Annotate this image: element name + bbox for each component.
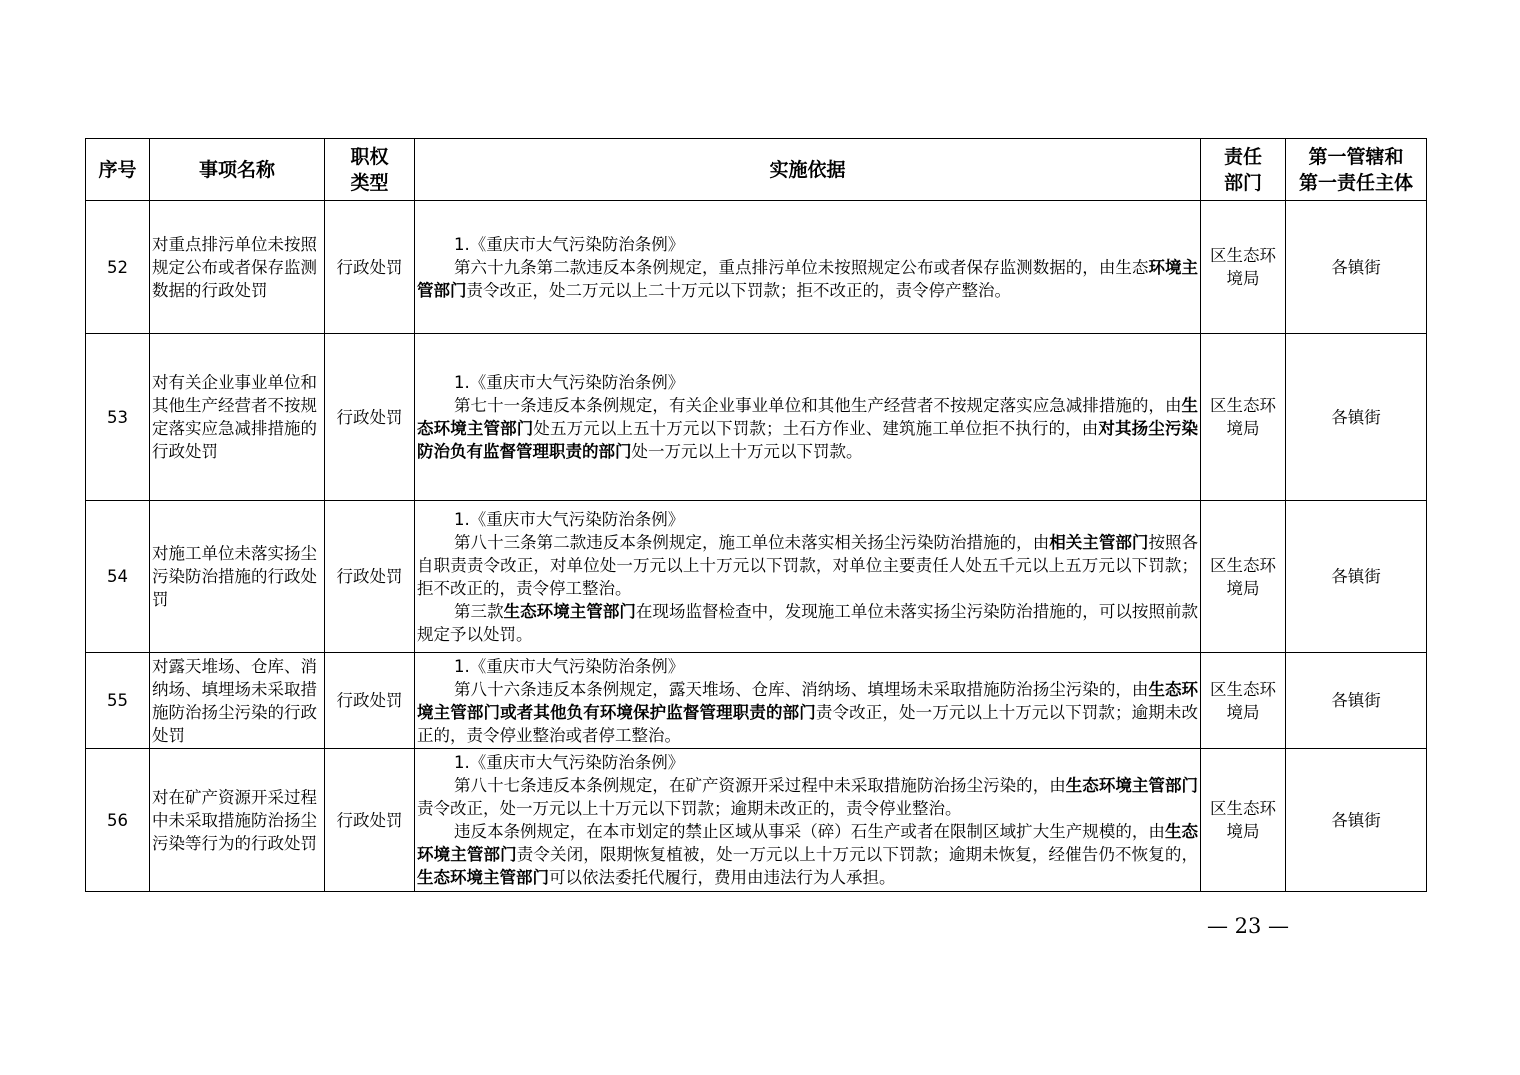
basis-clause: 第八十七条违反本条例规定，在矿产资源开采过程中未采取措施防治扬尘污染的，由生态环境主管部门责令改正，处一万元以上十万元以下罚款；逾期未改正的，责令停业整治。 bbox=[417, 776, 1199, 818]
basis-law: 1.《重庆市大气污染防治条例》 bbox=[454, 656, 685, 676]
table-header-row bbox=[86, 139, 1427, 201]
header-name: 事项名称 bbox=[150, 139, 325, 201]
basis-clause: 第八十六条违反本条例规定，露天堆场、仓库、消纳场、填埋场未采取措施防治扬尘污染的，由生态环境主管部门或者其他负有环境保护监督管理职责的部门责令改正，处一万元以上十万元以下罚款；逾期未改正的，责令停业整治或者停工整治。 bbox=[417, 679, 1199, 745]
row-seq: 55 bbox=[86, 653, 150, 749]
enforcement-table bbox=[85, 138, 1427, 892]
row-type: 行政处罚 bbox=[325, 653, 415, 749]
row-subject: 各镇街 bbox=[1286, 201, 1427, 334]
basis-law: 1.《重庆市大气污染防治条例》 bbox=[454, 753, 685, 772]
row-seq: 54 bbox=[86, 501, 150, 653]
basis-law: 1.《重庆市大气污染防治条例》 bbox=[454, 373, 685, 392]
row-seq: 53 bbox=[86, 334, 150, 501]
table-row bbox=[86, 501, 1427, 653]
row-basis bbox=[415, 501, 1201, 653]
header-basis: 实施依据 bbox=[415, 139, 1201, 201]
basis-law: 1.《重庆市大气污染防治条例》 bbox=[454, 509, 685, 529]
table-row bbox=[86, 653, 1427, 749]
row-type: 行政处罚 bbox=[325, 201, 415, 334]
basis-law: 1.《重庆市大气污染防治条例》 bbox=[454, 234, 685, 254]
basis-clause: 第六十九条第二款违反本条例规定，重点排污单位未按照规定公布或者保存监测数据的，由生态环境主管部门责令改正，处二万元以上二十万元以下罚款；拒不改正的，责令停产整治。 bbox=[417, 257, 1199, 300]
basis-clause: 第三款生态环境主管部门在现场监督检查中，发现施工单位未落实扬尘污染防治措施的，可以按照前款规定予以处罚。 bbox=[417, 601, 1199, 644]
basis-clause: 违反本条例规定，在本市划定的禁止区域从事采（碎）石生产或者在限制区域扩大生产规模的，由生态环境主管部门责令关闭，限期恢复植被，处一万元以上十万元以下罚款；逾期未恢复，经催告仍不恢复的，生态环境主管部门可以依法委托代履行，费用由违法行为人承担。 bbox=[417, 822, 1199, 887]
row-subject: 各镇街 bbox=[1286, 749, 1427, 892]
header-dept: 责任 部门 bbox=[1201, 139, 1286, 201]
row-subject: 各镇街 bbox=[1286, 653, 1427, 749]
row-subject: 各镇街 bbox=[1286, 501, 1427, 653]
row-dept: 区生态环境局 bbox=[1201, 653, 1286, 749]
table-row bbox=[86, 749, 1427, 892]
row-name: 对施工单位未落实扬尘污染防治措施的行政处罚 bbox=[150, 501, 325, 653]
row-basis bbox=[415, 749, 1201, 892]
row-type: 行政处罚 bbox=[325, 749, 415, 892]
row-subject: 各镇街 bbox=[1286, 334, 1427, 501]
row-type: 行政处罚 bbox=[325, 334, 415, 501]
row-name: 对有关企业事业单位和其他生产经营者不按规定落实应急减排措施的行政处罚 bbox=[150, 334, 325, 501]
row-type: 行政处罚 bbox=[325, 501, 415, 653]
row-dept: 区生态环境局 bbox=[1201, 501, 1286, 653]
basis-clause: 第八十三条第二款违反本条例规定，施工单位未落实相关扬尘污染防治措施的，由相关主管部门按照各自职责责令改正，对单位处一万元以上十万元以下罚款，对单位主要责任人处五千元以上五万元以下罚款；拒不改正的，责令停工整治。 bbox=[417, 532, 1199, 598]
row-basis bbox=[415, 653, 1201, 749]
row-name: 对露天堆场、仓库、消纳场、填埋场未采取措施防治扬尘污染的行政处罚 bbox=[150, 653, 325, 749]
header-subject: 第一管辖和 第一责任主体 bbox=[1286, 139, 1427, 201]
row-seq: 56 bbox=[86, 749, 150, 892]
header-type: 职权 类型 bbox=[325, 139, 415, 201]
row-basis bbox=[415, 334, 1201, 501]
row-seq: 52 bbox=[86, 201, 150, 334]
page-number: — 23 — bbox=[1206, 914, 1290, 938]
row-name: 对重点排污单位未按照规定公布或者保存监测数据的行政处罚 bbox=[150, 201, 325, 334]
basis-clause: 第七十一条违反本条例规定，有关企业事业单位和其他生产经营者不按规定落实应急减排措施的，由生态环境主管部门处五万元以上五十万元以下罚款；土石方作业、建筑施工单位拒不执行的，由对其扬尘污染防治负有监督管理职责的部门处一万元以上十万元以下罚款。 bbox=[417, 396, 1199, 461]
row-basis bbox=[415, 201, 1201, 334]
row-name: 对在矿产资源开采过程中未采取措施防治扬尘污染等行为的行政处罚 bbox=[150, 749, 325, 892]
header-seq: 序号 bbox=[86, 139, 150, 201]
row-dept: 区生态环境局 bbox=[1201, 749, 1286, 892]
row-dept: 区生态环境局 bbox=[1201, 334, 1286, 501]
table-row bbox=[86, 201, 1427, 334]
row-dept: 区生态环境局 bbox=[1201, 201, 1286, 334]
table-row bbox=[86, 334, 1427, 501]
